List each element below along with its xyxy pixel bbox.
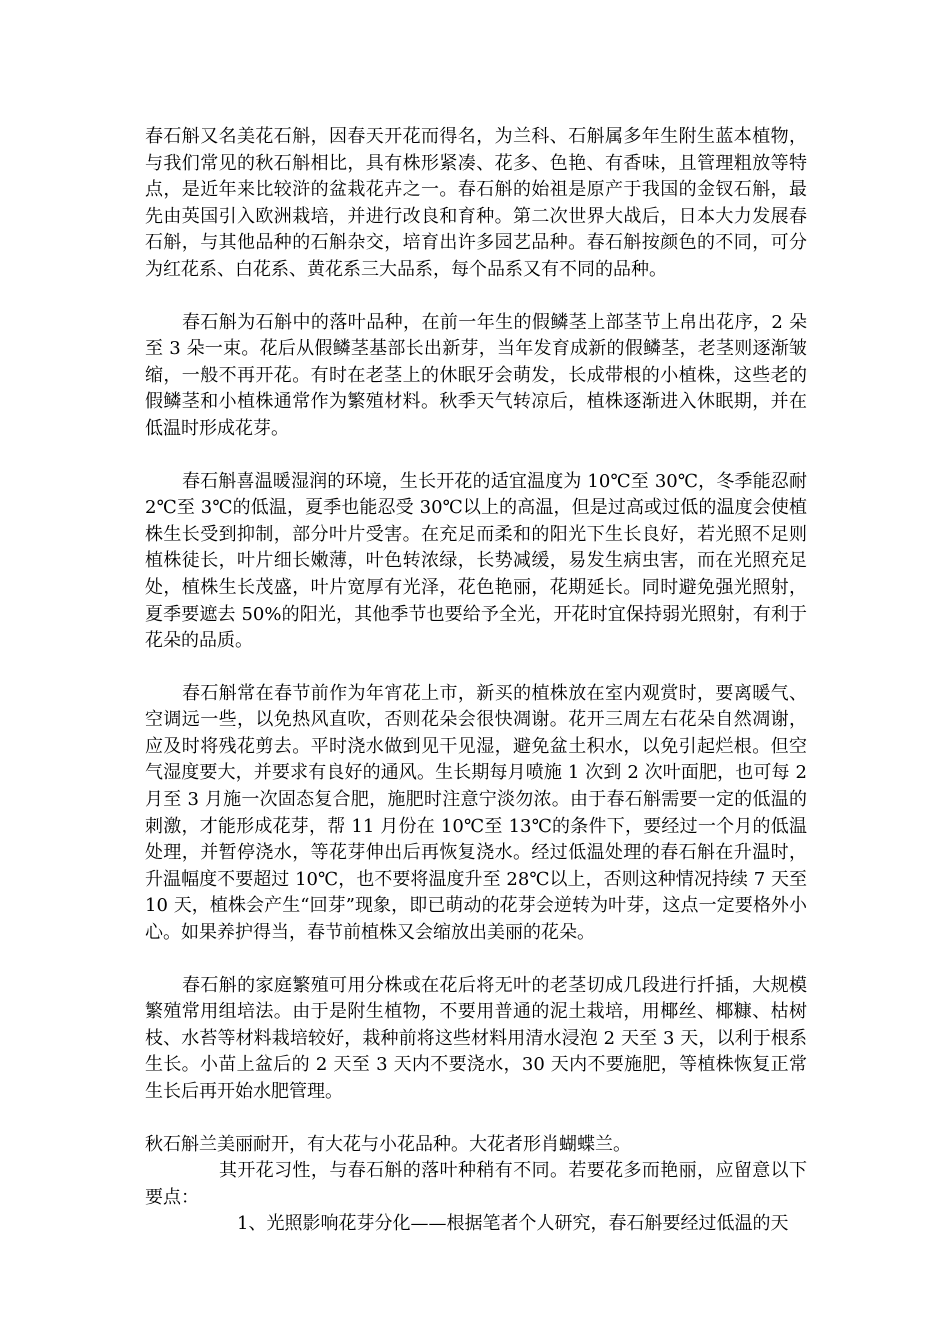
paragraph-gap [145,947,807,973]
paragraph-point-1: 1、光照影响花芽分化——根据笔者个人研究，春石斛要经过低温的天 [237,1213,789,1235]
paragraph-gap [145,1106,807,1132]
paragraph-growth: 春石斛为石斛中的落叶品种，在前一年生的假鳞茎上部茎节上帛出花序，2 朵至 3 朵一束。花后从假鳞茎基部长出新芽，当年发育成新的假鳞茎，老茎则逐渐皱缩，一般不再开花。有时在老茎上的休眠牙会萌发，长成带根的小植株，这些老的假鳞茎和小植株通常作为繁殖材料。秋季天气转凉后，植株逐渐进入休眠期，并在低温时形成花芽。 [145,311,807,439]
paragraph-gap [145,284,807,310]
paragraph-intro: 春石斛又名美花石斛，因春天开花而得名，为兰科、石斛属多年生附生蓝本植物，与我们常见的秋石斛相比，具有株形紧凑、花多、色艳、有香味，且管理粗放等特点，是近年来比较浒的盆栽花卉之一。春石斛的始祖是原产于我国的金钗石斛，最先由英国引入欧洲栽培，并进行改良和育种。第二次世界大战后，日本大力发展春石斛，与其他品种的石斛杂交，培育出许多园艺品种。春石斛按颜色的不同，可分为红花系、白花系、黄花系三大品系，每个品系又有不同的品种。 [145,126,807,280]
document-page [145,124,807,1238]
paragraph-gap [145,655,807,681]
paragraph-flowering-habit: 其开花习性，与春石斛的落叶种稍有不同。若要花多而艳丽，应留意以下要点： [145,1160,807,1208]
paragraph-gap [145,443,807,469]
paragraph-care: 春石斛常在春节前作为年宵花上市，新买的植株放在室内观赏时，要离暖气、空调远一些，以免热风直吹，否则花朵会很快凋谢。花开三周左右花朵自然凋谢，应及时将残花剪去。平时浇水做到见干见湿，避免盆土积水，以免引起烂根。但空气湿度要大，并要求有良好的通风。生长期每月喷施 1 次到 2 次叶面肥，也可每 2 月至 3 月施一次固态复合肥，施肥时注意宁淡勿浓。由于春石斛需要一定的低温的刺激，才能形成花芽，帮 11 月份在 10℃至 13℃的条件下，要经过一个月的低温处理，并暂停浇水，等花芽伸出后再恢复浇水。经过低温处理的春石斛在升温时，升温幅度不要超过 10℃，也不要将温度升至 28℃以上，否则这种情况持续 7 天至 10 天，植株会产生“回芽”现象，即已萌动的花芽会逆转为叶芽，这点一定要格外小心。如果养护得当，春节前植株又会缩放出美丽的花朵。 [145,682,807,944]
paragraph-autumn-intro: 秋石斛兰美丽耐开，有大花与小花品种。大花者形肖蝴蝶兰。 [145,1133,631,1155]
paragraph-propagation: 春石斛的家庭繁殖可用分株或在花后将无叶的老茎切成几段进行扦插，大规模繁殖常用组培法。由于是附生植物，不要用普通的泥土栽培，用椰丝、椰糠、枯树枝、水苔等材料栽培较好，栽种前将这些材料用清水浸泡 2 天至 3 天，以利于根系生长。小苗上盆后的 2 天至 3 天内不要浇水，30 天内不要施肥，等植株恢复正常生长后再开始水肥管理。 [145,974,807,1102]
paragraph-environment: 春石斛喜温暖湿润的环境，生长开花的适宜温度为 10℃至 30℃，冬季能忍耐 2℃至 3℃的低温，夏季也能忍受 30℃以上的高温，但是过高或过低的温度会使植株生长受到抑制，部分叶片受害。在充足而柔和的阳光下生长良好，若光照不足则植株徒长，叶片细长嫩薄，叶色转浓绿，长势减缓，易发生病虫害，而在光照充足处，植株生长茂盛，叶片宽厚有光泽，花色艳丽，花期延长。同时避免强光照射，夏季要遮去 50%的阳光，其他季节也要给予全光，开花时宜保持弱光照射，有利于花朵的品质。 [145,470,807,652]
